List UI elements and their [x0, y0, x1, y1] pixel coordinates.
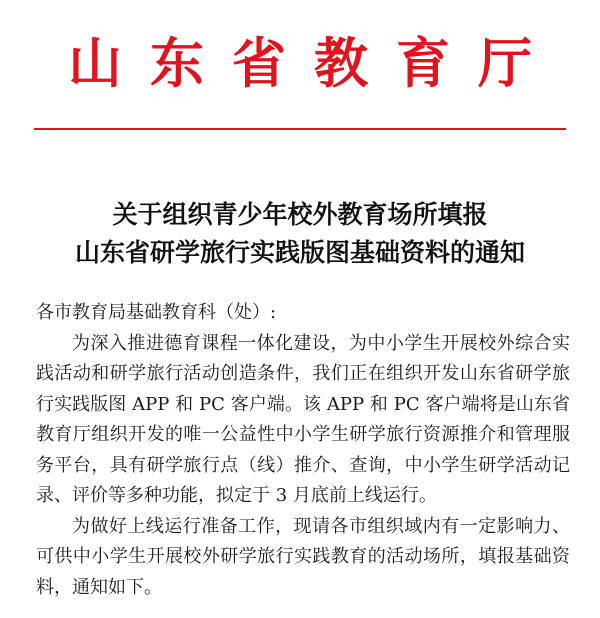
body-paragraph-1: 为深入推进德育课程一体化建设，为中小学生开展校外综合实践活动和研学旅行活动创造条件，我们正在组织开发山东省研学旅行实践版图 APP 和 PC 客户端。该 APP 和 PC 客户端将是山东省教育厅组织开发的唯一公益性中小学生研学旅行资源推介和管理服务平台，具有研学旅行点（线）推介、查询，中小学生研学活动记录、评价等多种功能，拟定于 3 月底前上线运行。 — [36, 332, 570, 506]
body-paragraph-2: 为做好上线运行准备工作，现请各市组织域内有一定影响力、可供中小学生开展校外研学旅行实践教育的活动场所，填报基础资料，通知如下。 — [36, 515, 570, 598]
salutation: 各市教育局基础教育科（处）: — [36, 302, 277, 323]
document-body — [36, 298, 570, 603]
red-header-rule — [34, 128, 566, 130]
document-title — [0, 196, 600, 272]
masthead — [0, 22, 600, 114]
document-title-line-2: 山东省研学旅行实践版图基础资料的通知 — [74, 238, 525, 267]
document-title-line-1: 关于组织青少年校外教育场所填报 — [112, 200, 488, 229]
issuing-authority-title: 山东省教育厅 — [68, 31, 560, 95]
